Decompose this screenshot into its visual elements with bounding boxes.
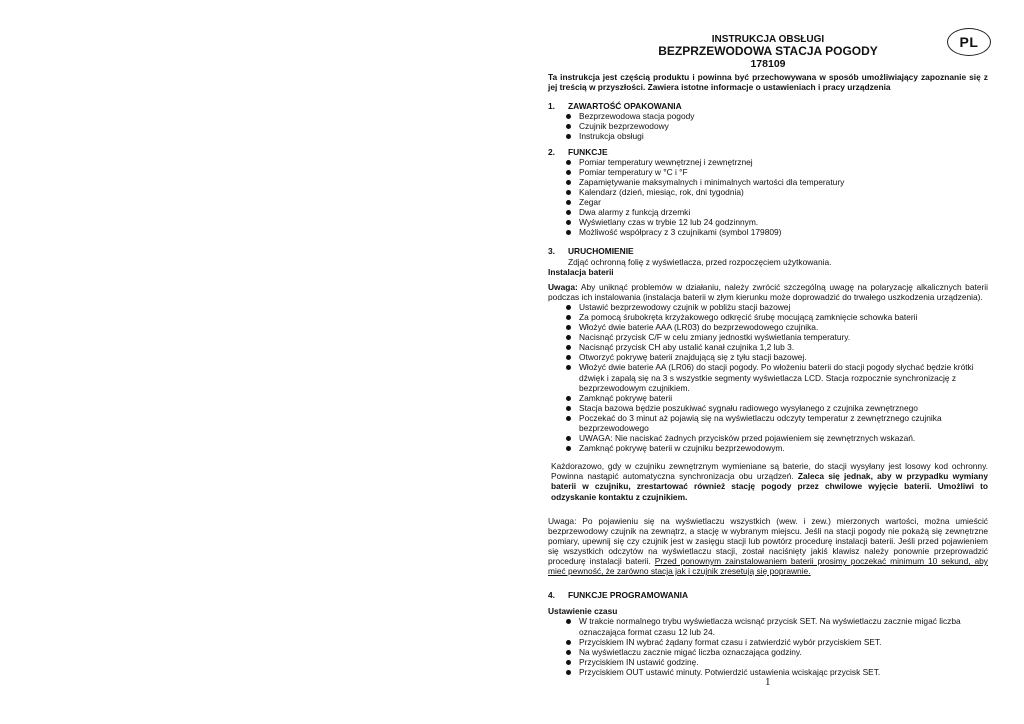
list-item: Czujnik bezprzewodowy — [566, 121, 988, 131]
list-item: Włożyć dwie baterie AA (LR06) do stacji pogody. Po włożeniu baterii do stacji pogody słychać będzie krótki dźwięk i zapalą się na 3 s wszystkie segmenty wyświetlacza LCD. Stacja rozpocznie synchronizację z bezprzewodowym czujnikiem. — [566, 362, 988, 392]
bullet-list — [548, 111, 988, 141]
intro-paragraph: Ta instrukcja jest częścią produktu i powinna być przechowywana w sposób umożliwiający zapoznanie się z jej treścią w przyszłości. Zawiera istotne informacje o ustawieniach i pracy urządzenia — [548, 72, 988, 93]
section-number: 4. — [548, 590, 555, 601]
list-item: Stacja bazowa będzie poszukiwać sygnału radiowego wysyłanego z czujnika zewnętrznego — [566, 403, 988, 413]
section-title: FUNKCJE — [568, 146, 608, 157]
section-heading — [548, 101, 988, 111]
section-number: 3. — [548, 246, 555, 257]
list-item: Zegar — [566, 197, 988, 207]
section-programming — [548, 590, 988, 677]
section-heading — [548, 147, 988, 157]
list-item: Nacisnąć przycisk C/F w celu zmiany jednostki wyświetlania temperatury. — [566, 332, 988, 342]
list-item: Włożyć dwie baterie AAA (LR03) do bezprzewodowego czujnika. — [566, 322, 988, 332]
list-item: Bezprzewodowa stacja pogody — [566, 111, 988, 121]
manual-page — [548, 34, 988, 677]
section-heading — [548, 246, 988, 256]
list-item: Pomiar temperatury w °C i °F — [566, 167, 988, 177]
list-item: Na wyświetlaczu zacznie migać liczba oznaczająca godziny. — [566, 647, 988, 657]
section-number: 1. — [548, 101, 555, 112]
list-item: Nacisnąć przycisk CH aby ustalić kanał czujnika 1,2 lub 3. — [566, 342, 988, 352]
list-item: Przyciskiem OUT ustawić minuty. Potwierdzić ustawienia wciskając przycisk SET. — [566, 667, 988, 677]
section-heading — [548, 590, 988, 600]
list-item: Za pomocą śrubokręta krzyżakowego odkręcić śrubę mocującą zamknięcie schowka baterii — [566, 312, 988, 322]
bullet-list — [548, 616, 988, 677]
note-text: Aby uniknąć problemów w działaniu, należy zwrócić szczególną uwagę na polaryzację alkalicznych baterii podczas ich instalowania (instalacja baterii w złym kierunku może doprowadzić do trwałego uszkodzenia urządzenia). — [548, 281, 988, 302]
document-title — [548, 34, 988, 70]
list-item: Pomiar temperatury wewnętrznej i zewnętrznej — [566, 157, 988, 167]
startup-instruction: Zdjąć ochronną folię z wyświetlacza, przed rozpoczęciem użytkowania. — [568, 256, 832, 267]
list-item: Instrukcja obsługi — [566, 131, 988, 141]
paragraph-text: Każdorazowo, gdy w czujniku zewnętrznym wymieniane są baterie, do stacji wysyłany jest losowy kod ochronny. Powinna nastąpić automatyczna synchronizacja obu urządzeń. — [551, 461, 988, 482]
section-number: 2. — [548, 146, 555, 157]
section-title: FUNKCJE PROGRAMOWANIA — [568, 590, 689, 601]
section-title: URUCHOMIENIE — [568, 246, 634, 257]
list-item: Otworzyć pokrywę baterii znajdującą się z tyłu stacji bazowej. — [566, 352, 988, 362]
subsection-title: Ustawienie czasu — [548, 606, 618, 617]
paragraph-bold-text: Zaleca się jednak, aby w przypadku wymiany baterii w czujniku, zrestartować również stację pogody przez chwilowe wyjęcie baterii. Umożliwi to odzyskanie kontaktu z czujnikiem. — [551, 471, 988, 502]
list-item: Przyciskiem IN wybrać żądany format czasu i zatwierdzić wybór przyciskiem SET. — [566, 637, 988, 647]
title-line-3: 178109 — [750, 58, 786, 70]
list-item: Przyciskiem IN ustawić godzinę. — [566, 657, 988, 667]
list-item: W trakcie normalnego trybu wyświetlacza wcisnąć przycisk SET. Na wyświetlaczu zacznie migać liczba oznaczająca format czasu 12 lub 24. — [566, 616, 988, 636]
list-item: Zamknąć pokrywę baterii w czujniku bezprzewodowym. — [566, 443, 988, 453]
section-functions — [548, 147, 988, 238]
note-label: Uwaga: — [548, 281, 578, 292]
list-item: Możliwość współpracy z 3 czujnikami (symbol 179809) — [566, 227, 988, 237]
list-item: Dwa alarmy z funkcją drzemki — [566, 207, 988, 217]
list-item: Wyświetlany czas w trybie 12 lub 24 godzinnym. — [566, 217, 988, 227]
subsection-title: Instalacja baterii — [548, 266, 614, 277]
bullet-list — [548, 157, 988, 238]
list-item: Poczekać do 3 minut aż pojawią się na wyświetlaczu odczyty temperatur z zewnętrznego czujnika bezprzewodowego — [566, 413, 988, 433]
battery-replacement-paragraph — [548, 461, 988, 501]
paragraph-text: Uwaga: Po pojawieniu się na wyświetlaczu wszystkich (wew. i zew.) mierzonych wartości, można umieścić bezprzewodowy czujnik na zewnątrz, a stację w wybranym miejscu. Jeśli na stacji pogody nie pokażą się zewnętrzne pomiary, upewnij się czy czujnik jest w zasięgu stacji lub powtórz procedurę instalacji baterii. Jeśli przed pojawieniem się wszystkich odczytów na wyświetlaczu stacji, został naciśnięty jakiś klawisz należy ponownie przeprowadzić procedurę instalacji baterii. — [548, 515, 988, 567]
language-badge-text: PL — [959, 34, 979, 50]
list-item: Zapamiętywanie maksymalnych i minimalnych wartości dla temperatury — [566, 177, 988, 187]
title-line-1: INSTRUKCJA OBSŁUGI — [711, 34, 825, 45]
section-title: ZAWARTOŚĆ OPAKOWANIA — [568, 101, 682, 112]
list-item: Zamknąć pokrywę baterii — [566, 393, 988, 403]
section-startup — [548, 246, 988, 576]
title-line-2: BEZPRZEWODOWA STACJA POGODY — [658, 44, 878, 58]
battery-note — [548, 282, 988, 302]
list-item: Kalendarz (dzień, miesiąc, rok, dni tygodnia) — [566, 187, 988, 197]
list-item: Ustawić bezprzewodowy czujnik w pobliżu stacji bazowej — [566, 302, 988, 312]
sensor-placement-paragraph — [548, 516, 988, 577]
list-item: UWAGA: Nie naciskać żadnych przycisków przed pojawieniem się zewnętrznych wskazań. — [566, 433, 988, 443]
section-contents — [548, 101, 988, 141]
paragraph-underlined-text: Przed ponownym zainstalowaniem baterii prosimy poczekać minimum 10 sekund, aby mieć pewność, że zarówno stacja jak i czujnik zresetują się poprawnie. — [548, 556, 988, 577]
bullet-list — [548, 302, 988, 453]
page-number: 1 — [765, 676, 771, 688]
